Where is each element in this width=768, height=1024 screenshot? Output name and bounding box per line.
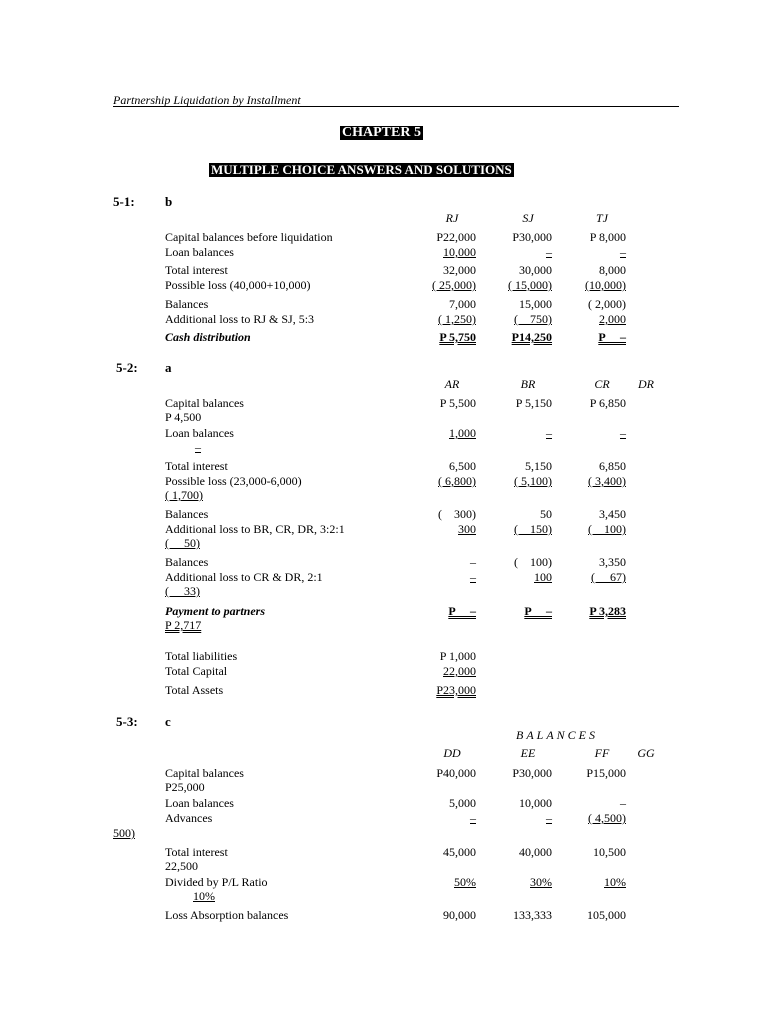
row-label: Total interest <box>165 459 228 473</box>
cell: 3,450 <box>599 507 626 521</box>
wrapped-cell: ( 33) <box>165 584 200 598</box>
cell: 2,000 <box>599 312 626 326</box>
cell: ( 2,000) <box>588 297 626 311</box>
cell: 133,333 <box>513 908 552 922</box>
row-label: Advances <box>165 811 213 825</box>
running-header: Partnership Liquidation by Installment <box>113 93 301 107</box>
cell: P – <box>448 604 476 618</box>
column-header: DD <box>443 746 461 760</box>
question-number: 5-1: <box>113 194 135 209</box>
column-header: AR <box>444 377 460 391</box>
row-label: Total Assets <box>165 683 224 697</box>
wrapped-cell: P 2,717 <box>165 618 202 632</box>
cell: P 1,000 <box>439 649 476 663</box>
column-header: CR <box>594 377 610 391</box>
cell: P 5,750 <box>439 330 476 344</box>
column-header: BR <box>520 377 536 391</box>
row-label: Capital balances <box>165 396 244 410</box>
row-label: Additional loss to BR, CR, DR, 3:2:1 <box>165 522 345 536</box>
row-label: Total Capital <box>165 664 228 678</box>
cell: ( 6,800) <box>438 474 476 488</box>
wrapped-cell: P25,000 <box>165 780 205 794</box>
row-label: Total liabilities <box>165 649 238 663</box>
cell: 50 <box>540 507 552 521</box>
cell: P 3,283 <box>589 604 626 618</box>
cell: 22,000 <box>443 664 476 678</box>
row-label: Divided by P/L Ratio <box>165 875 268 889</box>
cell: P15,000 <box>586 766 626 780</box>
cell: 5,000 <box>449 796 476 810</box>
row-label: Balances <box>165 507 209 521</box>
cell: 32,000 <box>443 263 476 277</box>
column-header: TJ <box>596 211 608 225</box>
row-label: Capital balances <box>165 766 244 780</box>
row-label: Cash distribution <box>165 330 251 344</box>
cell: 10,000 <box>519 796 552 810</box>
cell: 300 <box>458 522 476 536</box>
cell: P30,000 <box>512 766 552 780</box>
cell: ( 4,500) <box>588 811 626 825</box>
cell: 40,000 <box>519 845 552 859</box>
cell: ( 100) <box>514 555 552 569</box>
row-label: Payment to partners <box>165 604 266 618</box>
row-label: Possible loss (23,000-6,000) <box>165 474 302 488</box>
cell: – <box>620 426 626 440</box>
cell: 10,500 <box>593 845 626 859</box>
header-rule <box>113 106 679 107</box>
cell: P23,000 <box>436 683 476 697</box>
wrapped-cell: 10% <box>193 889 215 903</box>
cell: P 8,000 <box>589 230 626 244</box>
wrapped-cell: P 4,500 <box>165 410 202 424</box>
column-header: DR <box>638 377 654 391</box>
cell: 45,000 <box>443 845 476 859</box>
cell: (10,000) <box>585 278 626 292</box>
row-label: Additional loss to CR & DR, 2:1 <box>165 570 323 584</box>
cell: P – <box>598 330 626 344</box>
column-header: GG <box>637 746 655 760</box>
cell: ( 750) <box>514 312 552 326</box>
section-title: MULTIPLE CHOICE ANSWERS AND SOLUTIONS <box>211 162 512 177</box>
question-number: 5-2: <box>116 360 138 375</box>
cell: 8,000 <box>599 263 626 277</box>
cell: 30,000 <box>519 263 552 277</box>
overflow-text: 500) <box>113 826 135 840</box>
cell: 100 <box>534 570 552 584</box>
cell: 50% <box>454 875 476 889</box>
row-label: Balances <box>165 555 209 569</box>
cell: P30,000 <box>512 230 552 244</box>
wrapped-cell: ( 50) <box>165 536 200 550</box>
column-header: EE <box>520 746 536 760</box>
cell: P40,000 <box>436 766 476 780</box>
row-label: Total interest <box>165 845 228 859</box>
cell: – <box>546 245 552 259</box>
cell: – <box>470 555 476 569</box>
cell: ( 1,250) <box>438 312 476 326</box>
cell: 90,000 <box>443 908 476 922</box>
cell: 5,150 <box>525 459 552 473</box>
column-header: FF <box>594 746 610 760</box>
question-answer: b <box>165 194 173 209</box>
cell: 10% <box>604 875 626 889</box>
row-label: Loan balances <box>165 796 234 810</box>
cell: P 6,850 <box>589 396 626 410</box>
cell: 1,000 <box>449 426 476 440</box>
cell: 105,000 <box>587 908 626 922</box>
question-answer: a <box>165 360 172 375</box>
row-label: Loss Absorption balances <box>165 908 289 922</box>
cell: ( 15,000) <box>508 278 552 292</box>
group-heading: BALANCES <box>516 728 599 742</box>
row-label: Additional loss to RJ & SJ, 5:3 <box>165 312 315 326</box>
wrapped-cell: ( 1,700) <box>165 488 203 502</box>
cell: 30% <box>530 875 552 889</box>
cell: P 5,150 <box>515 396 552 410</box>
cell: P14,250 <box>511 330 552 344</box>
cell: – <box>546 811 552 825</box>
row-label: Loan balances <box>165 426 234 440</box>
row-label: Total interest <box>165 263 228 277</box>
cell: ( 25,000) <box>432 278 476 292</box>
column-header: RJ <box>445 211 459 225</box>
row-label: Loan balances <box>165 245 234 259</box>
cell: 15,000 <box>519 297 552 311</box>
cell: – <box>546 426 552 440</box>
column-header: SJ <box>522 211 534 225</box>
cell: ( 5,100) <box>514 474 552 488</box>
chapter-title: CHAPTER 5 <box>342 125 421 140</box>
row-label: Possible loss (40,000+10,000) <box>165 278 311 292</box>
cell: 3,350 <box>599 555 626 569</box>
cell: 6,850 <box>599 459 626 473</box>
cell: – <box>470 570 476 584</box>
question-number: 5-3: <box>116 714 138 729</box>
cell: ( 300) <box>438 507 476 521</box>
cell: – <box>470 811 476 825</box>
cell: – <box>620 796 626 810</box>
row-label: Balances <box>165 297 209 311</box>
cell: ( 67) <box>591 570 626 584</box>
cell: 6,500 <box>449 459 476 473</box>
cell: P22,000 <box>436 230 476 244</box>
wrapped-cell: – <box>195 440 201 454</box>
cell: ( 100) <box>588 522 626 536</box>
cell: P 5,500 <box>439 396 476 410</box>
cell: P – <box>524 604 552 618</box>
cell: 10,000 <box>443 245 476 259</box>
wrapped-cell: 22,500 <box>165 859 198 873</box>
cell: – <box>620 245 626 259</box>
cell: ( 3,400) <box>588 474 626 488</box>
cell: 7,000 <box>449 297 476 311</box>
question-answer: c <box>165 714 171 729</box>
row-label: Capital balances before liquidation <box>165 230 333 244</box>
cell: ( 150) <box>514 522 552 536</box>
